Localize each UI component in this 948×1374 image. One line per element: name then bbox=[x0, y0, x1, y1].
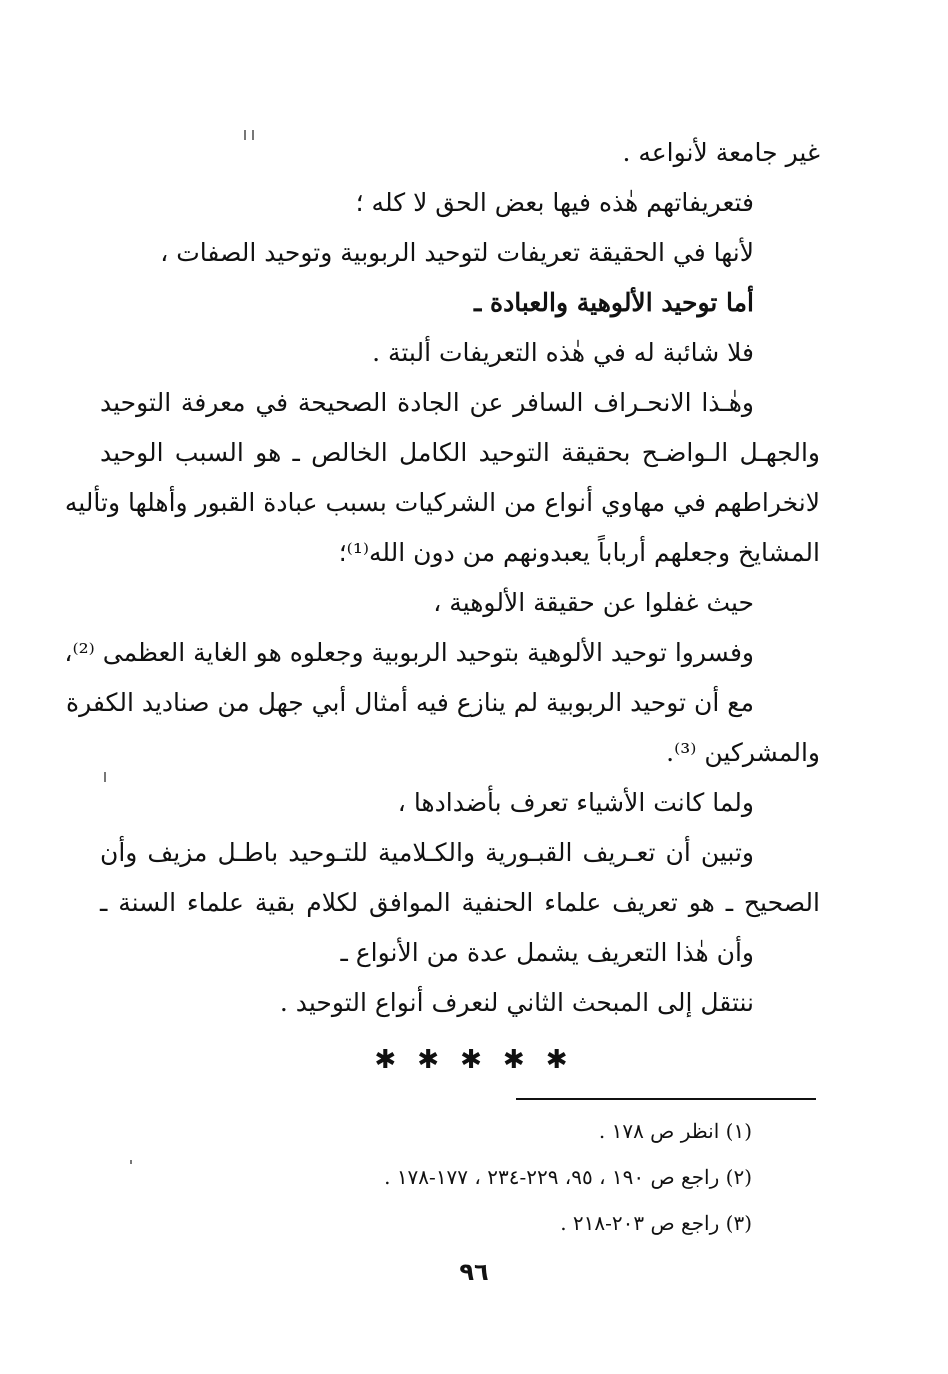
text-line: وأن هٰذا التعريف يشمل عدة من الأنواع ـ bbox=[340, 938, 754, 967]
text-line: والجهـل الـواضـح بحقيقة التوحيد الكامل الخالص ـ هو السبب الوحيد bbox=[100, 438, 821, 467]
text-line: المشايخ وجعلهم أرباباً يعبدونهم من دون الله⁽¹⁾؛ bbox=[338, 538, 820, 567]
text-line: وفسروا توحيد الألوهية بتوحيد الربوبية وجعلوه هو الغاية العظمى ⁽²⁾، bbox=[64, 638, 754, 667]
scan-speck bbox=[104, 772, 106, 782]
text-line: أما توحيد الألوهية والعبادة ـ bbox=[473, 288, 754, 317]
text-line: الصحيح ـ هو تعريف علماء الحنفية الموافق لكلام بقية علماء السنة ـ bbox=[100, 888, 820, 917]
scan-speck bbox=[130, 1160, 132, 1164]
text-line: فلا شائبة له في هٰذه التعريفات ألبتة . bbox=[372, 338, 754, 367]
scan-speck bbox=[244, 130, 246, 140]
footnote: (٢) راجع ص ١٩٠ ، ٩٥، ٢٢٩-٢٣٤ ، ١٧٧-١٧٨ . bbox=[384, 1165, 752, 1189]
text-line: لأنها في الحقيقة تعريفات لتوحيد الربوبية وتوحيد الصفات ، bbox=[160, 238, 754, 267]
footnotes bbox=[300, 1108, 752, 1246]
text-line: والمشركين ⁽³⁾. bbox=[666, 738, 820, 767]
scan-speck bbox=[252, 130, 254, 140]
page-number: ٩٦ bbox=[459, 1258, 489, 1286]
text-line: غير جامعة لأنواعه . bbox=[622, 138, 820, 167]
text-line: فتعريفاتهم هٰذه فيها بعض الحق لا كله ؛ bbox=[355, 188, 754, 217]
text-line: مع أن توحيد الربوبية لم ينازع فيه أمثال أبي جهل من صناديد الكفرة bbox=[65, 688, 754, 717]
footnote: (١) انظر ص ١٧٨ . bbox=[598, 1119, 752, 1143]
text-line: وتبين أن تعـريف القبـورية والكـلامية للتـوحيد باطـل مزيف وأن bbox=[100, 838, 754, 867]
text-line: لانخراطهم في مهاوي أنواع من الشركيات بسبب عبادة القبور وأهلها وتأليه bbox=[64, 488, 820, 517]
section-separator: ✱ ✱ ✱ ✱ ✱ bbox=[374, 1045, 574, 1075]
text-line: وهٰـذا الانحـراف السافر عن الجادة الصحيحة في معرفة التوحيد bbox=[100, 388, 754, 417]
main-text bbox=[64, 128, 821, 1028]
text-line: حيث غفلوا عن حقيقة الألوهية ، bbox=[433, 588, 754, 617]
text-line: ولما كانت الأشياء تعرف بأضدادها ، bbox=[397, 788, 754, 817]
footnote-divider bbox=[516, 1098, 816, 1100]
text-line: ننتقل إلى المبحث الثاني لنعرف أنواع التوحيد . bbox=[279, 988, 754, 1017]
footnote: (٣) راجع ص ٢٠٣-٢١٨ . bbox=[560, 1211, 752, 1235]
